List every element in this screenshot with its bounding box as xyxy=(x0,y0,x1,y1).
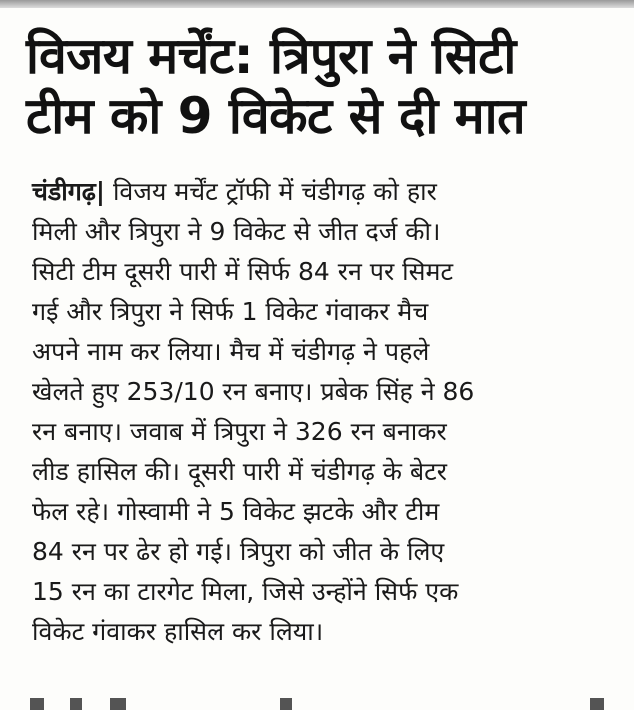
article-line-text: विजय मर्चेंट ट्रॉफी में चंडीगढ़ को हार xyxy=(105,177,437,206)
article-line: मिली और त्रिपुरा ने 9 विकेट से जीत दर्ज की। xyxy=(32,217,441,246)
article-line: सिटी टीम दूसरी पारी में सिर्फ 84 रन पर सिमट xyxy=(32,257,454,286)
article-line: खेलते हुए 253/10 रन बनाए। प्रबेक सिंह ने 86 xyxy=(32,377,475,406)
dateline: चंडीगढ़| xyxy=(32,177,106,206)
article-line: 84 रन पर ढेर हो गई। त्रिपुरा को जीत के लिए xyxy=(32,537,445,566)
headline xyxy=(26,26,626,146)
article-line: फेल रहे। गोस्वामी ने 5 विकेट झटके और टीम xyxy=(32,497,440,526)
clipped-next-line xyxy=(30,698,630,710)
article-line xyxy=(32,172,622,212)
headline-line: विजय मर्चेंट: त्रिपुरा ने सिटी xyxy=(26,27,516,85)
article-line: विकेट गंवाकर हासिल कर लिया। xyxy=(32,617,324,646)
article-line: अपने नाम कर लिया। मैच में चंडीगढ़ ने पहले xyxy=(32,337,430,366)
article-line: रन बनाए। जवाब में त्रिपुरा ने 326 रन बनाकर xyxy=(32,417,447,446)
article-line: 15 रन का टारगेट मिला, जिसे उन्होंने सिर्फ एक xyxy=(32,577,459,606)
article-line: गई और त्रिपुरा ने सिर्फ 1 विकेट गंवाकर मैच xyxy=(32,297,429,326)
headline-line: टीम को 9 विकेट से दी मात xyxy=(26,87,526,145)
top-border-rule xyxy=(0,0,634,8)
article-line: लीड हासिल की। दूसरी पारी में चंडीगढ़ के बेटर xyxy=(32,457,447,486)
article-body xyxy=(32,172,622,652)
